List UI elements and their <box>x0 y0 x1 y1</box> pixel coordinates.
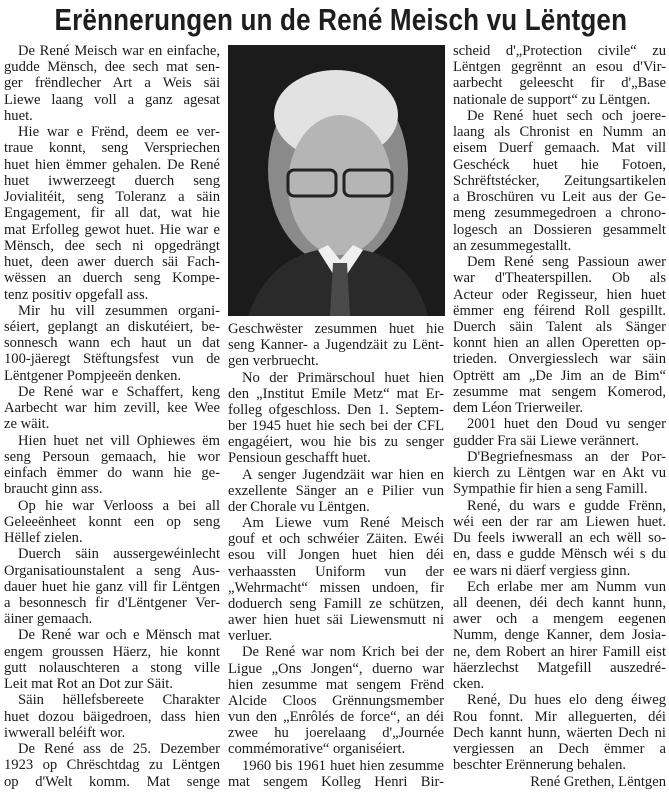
paragraph-line: verluer. <box>228 628 273 645</box>
paragraph-line: konnt hien an allen Operetten op- <box>453 335 666 352</box>
paragraph-line: braucht ginn ass. <box>4 481 103 498</box>
paragraph-line: a Broschüren vu Leit aus der Ge- <box>453 189 666 206</box>
paragraph-line: nationale de support“ zu Lëntgen. <box>453 91 651 108</box>
paragraph-line: traue konnt, seng Verspriechen <box>4 140 220 157</box>
paragraph-line: ëmmer eng féirend Roll gespillt. <box>453 302 666 319</box>
paragraph-line: René, du wars e gudde Frënn, <box>467 497 666 514</box>
paragraph-line: Hie war e Frënd, deem ee ver- <box>18 124 220 141</box>
paragraph-line: Jovialitéit, seng Toleranz a säin <box>4 189 220 206</box>
paragraph-line: huet. <box>4 107 33 124</box>
paragraph-line: No der Primärschoul huet hien <box>242 369 444 386</box>
paragraph-line: De René huet sech och joere- <box>467 107 666 124</box>
article-column-3 <box>453 44 666 790</box>
paragraph-line: eisem Duerf gemaach. Mat vill <box>453 140 666 157</box>
paragraph-line: Lëntgener Pompjeeën denken. <box>4 367 182 384</box>
paragraph-line: De René war och e Mënsch mat <box>18 627 220 644</box>
paragraph-line: mat sengem Kolleg Henri Bir- <box>228 773 444 790</box>
paragraph-line: Rou fonnt. Mir alleguerten, déi <box>453 708 666 725</box>
paragraph-line: beschter Erënnerung behalen. <box>453 757 627 774</box>
paragraph-line: Op hie war Verlooss a bei all <box>18 497 220 514</box>
paragraph-line: äiner gemaach. <box>4 611 93 628</box>
article-headline <box>0 1 652 39</box>
paragraph-line: Sympathie fir hien a seng Famill. <box>453 481 648 498</box>
paragraph-line: 2001 huet den Doud vu senger <box>467 416 666 433</box>
paragraph-line: vergiessen an Dech ëmmer a <box>453 741 666 758</box>
paragraph-line: dem Léon Trierweiler. <box>453 400 584 417</box>
paragraph-line: Hien huet net vill Ophiewes ëm <box>18 432 220 449</box>
paragraph-line: D'Begriefnesmass an der Por- <box>467 448 666 465</box>
paragraph-line: Leit mat Rot an Dot zur Säit. <box>4 676 174 693</box>
paragraph-line: Hëllef zielen. <box>4 530 83 547</box>
paragraph-line: René, Du hues elo deng éiweg <box>467 692 666 709</box>
paragraph-line: Dech kannt hunn, wäerten Dech ni <box>453 724 666 741</box>
paragraph-line: Geleeënheet konnt een op seng <box>4 513 220 530</box>
paragraph-line: dauer huet hie ganz vill fir Lëntgen <box>4 578 220 595</box>
author-signature: René Grethen, Lëntgen <box>530 773 666 790</box>
paragraph-line: esou vill Jongen huet hien déi <box>228 547 444 564</box>
paragraph-line: engagéiert, wou hie bis zu senger <box>228 434 444 451</box>
paragraph-line: hien zesumme mat sengem Frënd <box>228 676 444 693</box>
paragraph-line: a besonnesch fir d'Lëntgener Ver- <box>4 594 220 611</box>
paragraph-line: gudder Fra säi Liewe verännert. <box>453 432 639 449</box>
paragraph-line: wëssen an duerch seng Kompe- <box>4 270 220 287</box>
paragraph-line: sonnesch wann ech haut un dat <box>4 335 220 352</box>
paragraph-line: tenz positiv opgefall ass. <box>4 286 149 303</box>
paragraph-line: awer hien huet säi Liewensmutt ni <box>228 612 444 629</box>
paragraph-line: den „Institut Emile Metz“ mat Er- <box>228 385 444 402</box>
paragraph-line: engem groussen Häerz, hie konnt <box>4 643 220 660</box>
paragraph-line: trieden. Onvergiesslech war säin <box>453 351 666 368</box>
paragraph-line: Ech erlabe mer am Numm vun <box>467 578 666 595</box>
paragraph-line: häerzlechst Matgefill auszedré- <box>453 659 666 676</box>
paragraph-line: Säin hëllefsbereete Charakter <box>18 692 220 709</box>
paragraph-line: Liewe laang voll a ganz agesat <box>4 91 220 108</box>
paragraph-line: Mir hu vill zesummen organi- <box>18 302 220 319</box>
paragraph-line: Engagement, fir all dat, wat hie <box>4 205 220 222</box>
paragraph-line: ze wäit. <box>4 416 50 433</box>
paragraph-line: doduerch seng Famill ze schützen, <box>228 595 444 612</box>
paragraph-line: ger frëndlecher Art a Weis säi <box>4 75 220 92</box>
paragraph-line: all deenen, déi dech kannt hunn, <box>453 594 666 611</box>
paragraph-line: séiert, geplangt an diskutéiert, be- <box>4 318 220 335</box>
paragraph-line: vun den „Enrôlés de force“, an déi <box>228 709 444 726</box>
paragraph-line: De René ass de 25. Dezember <box>18 741 220 758</box>
paragraph-line: Mënsch, dee sech ni opgedrängt <box>4 237 220 254</box>
paragraph-line: 1923 op Chrëschtdag zu Lëntgen <box>4 757 220 774</box>
paragraph-line: ee wars ni däerf vergiess ginn. <box>453 562 631 579</box>
paragraph-line: gudde Mënsch, dee sech mat sen- <box>4 59 220 76</box>
paragraph-line: Dem René seng Passioun awer <box>467 254 666 271</box>
paragraph-line: laang als Chronist en Numm an <box>453 124 666 141</box>
paragraph-line: zwee hu joerelaang d'„Journée <box>228 725 444 742</box>
portrait-illustration <box>228 45 445 316</box>
paragraph-line: Pensioun geschafft huet. <box>228 450 371 467</box>
paragraph-line: meng zesummegedroen a chrono- <box>453 205 666 222</box>
paragraph-line: A senger Jugendzäit war hien en <box>242 466 444 483</box>
paragraph-line: huet dozou bäigedroen, dass hien <box>4 708 220 725</box>
paragraph-line: op d'Welt komm. Mat senge <box>4 773 220 790</box>
paragraph-line: seng Persoun gemaach, hie wor <box>4 448 220 465</box>
paragraph-line: Schrëftstécker, Zeitungsartikelen <box>453 172 666 189</box>
paragraph-line: en, dass e gudde Mënsch wéi s du <box>453 546 666 563</box>
paragraph-line: De René Meisch war en einfache, <box>18 43 220 59</box>
paragraph-line: einfach ëmmer do wann hie ge- <box>4 465 220 482</box>
paragraph-line: iwwerall beléift wor. <box>4 724 126 741</box>
paragraph-line: Duerch säin Talent als Sänger <box>453 318 666 335</box>
headline-text: Erënnerungen un de René Meisch vu Lëntgen <box>54 2 628 37</box>
paragraph-line: huet hien ëmmer gehalen. De René <box>4 156 220 173</box>
paragraph-line: „Wehrmacht“ missen undoen, fir <box>228 579 444 596</box>
paragraph-line: logesch an Dossieren gesammelt <box>453 221 666 238</box>
paragraph-line: Am Liewe vum René Meisch <box>242 515 444 532</box>
paragraph-line: aarbecht geleescht fir d'„Base <box>453 75 666 92</box>
paragraph-line: war d'Theaterspillen. Ob als <box>453 270 666 287</box>
paragraph-line: gen verbruecht. <box>228 353 319 370</box>
paragraph-line: Numm, denge Kanner, dem Josia- <box>453 627 666 644</box>
paragraph-line: Geschéck huet hie Fotoen, <box>453 156 666 173</box>
paragraph-line: De René war nom Krich bei der <box>242 644 444 661</box>
paragraph-line: commémorative“ organiséiert. <box>228 741 406 758</box>
paragraph-line: wéi een der rar am Liewen huet. <box>453 513 666 530</box>
portrait-photo <box>228 45 445 316</box>
paragraph-line: kierch zu Lëntgen war en Akt vu <box>453 465 666 482</box>
paragraph-line: ber 1945 huet hie sech bei der CFL <box>228 418 444 435</box>
paragraph-line: zesumme mat sengem Komerod, <box>453 383 666 400</box>
paragraph-line: seng Kanner- a Jugendzäit zu Lënt- <box>228 337 444 354</box>
paragraph-line: der Chorale vu Lëntgen. <box>228 498 370 515</box>
paragraph-line: De René war e Schaffert, keng <box>18 383 220 400</box>
paragraph-line: verhaassten Uniform vun der <box>228 563 444 580</box>
paragraph-line: an zesummegestallt. <box>453 237 572 254</box>
paragraph-line: Ligue „Ons Jongen“, duerno war <box>228 660 444 677</box>
paragraph-line: Optrëtt am „De Jim an de Bim“ <box>453 367 666 384</box>
paragraph-line: mat Erfolleg gewot huet. Hie war e <box>4 221 220 238</box>
paragraph-line: Organisatiounstalent a seng Aus- <box>4 562 220 579</box>
paragraph-line: huet, deen awer duerch säi Fach- <box>4 254 220 271</box>
paragraph-line: 1960 bis 1961 huet hien zesumme <box>242 757 444 774</box>
paragraph-line: huet iwwerzeegt duerch seng <box>4 172 220 189</box>
paragraph-line: Geschwëster zesummen huet hie <box>228 321 444 337</box>
paragraph-line: Alcide Cloos Grënnungsmember <box>228 692 444 709</box>
paragraph-line: cken. <box>453 676 485 693</box>
paragraph-line: Lëntgen gegrënnt an esou d'Vir- <box>453 59 666 76</box>
paragraph-line: 100-jäeregt Stëftungsfest vun de <box>4 351 220 368</box>
article-column-2 <box>228 322 444 790</box>
paragraph-line: Acteur oder Regisseur, hien huet <box>453 286 666 303</box>
paragraph-line: Du feels iwwerall an ech wëll so- <box>453 530 666 547</box>
paragraph-line: ne, dem Robert an hirer Famill eist <box>453 643 666 660</box>
paragraph-line: awer och a mengem eegenen <box>453 611 666 628</box>
paragraph-line: scheid d'„Protection civile“ zu <box>453 43 666 59</box>
paragraph-line: gutt nolauschteren a stong ville <box>4 659 220 676</box>
paragraph-line: Duerch säin aussergewéinlecht <box>18 546 220 563</box>
paragraph-line: Aarbecht war him zevill, kee Wee <box>4 400 220 417</box>
paragraph-line: gouf et och schwéier Zäiten. Ewéi <box>228 531 444 548</box>
paragraph-line: exzellente Sänger an e Pilier vun <box>228 482 444 499</box>
article-column-1 <box>4 44 220 790</box>
paragraph-line: folleg ofgeschloss. Den 1. Septem- <box>228 401 444 418</box>
